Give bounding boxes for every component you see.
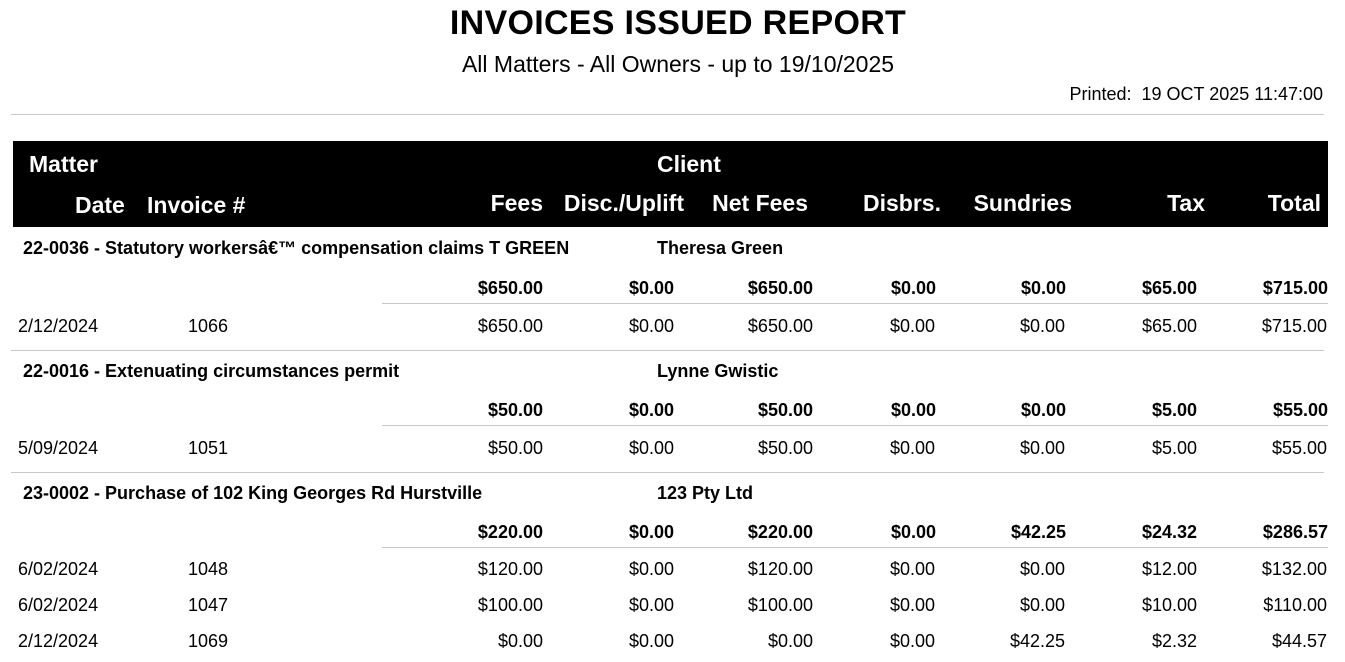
invoice-disc: $0.00 xyxy=(628,316,674,336)
invoice-date: 6/02/2024 xyxy=(18,559,99,579)
subtotal-tax: $5.00 xyxy=(1151,400,1197,420)
column-header-total: Total xyxy=(1267,190,1321,216)
invoice-total: $44.57 xyxy=(1271,631,1327,651)
invoice-disc: $0.00 xyxy=(628,595,674,615)
invoice-net-fees: $120.00 xyxy=(747,559,813,579)
invoice-date: 5/09/2024 xyxy=(18,438,99,458)
invoice-tax: $65.00 xyxy=(1141,316,1197,336)
subtotal-tax: $65.00 xyxy=(1141,278,1197,298)
invoice-date: 2/12/2024 xyxy=(18,316,99,336)
invoice-disc: $0.00 xyxy=(628,631,674,651)
invoice-number: 1066 xyxy=(188,316,229,336)
subtotal-total: $55.00 xyxy=(1272,400,1328,420)
invoice-date: 2/12/2024 xyxy=(18,631,99,651)
invoice-number: 1048 xyxy=(188,559,229,579)
subtotal-net-fees: $220.00 xyxy=(747,522,813,542)
invoice-disc: $0.00 xyxy=(628,438,674,458)
invoice-disbrs: $0.00 xyxy=(889,631,935,651)
subtotal-sundries: $42.25 xyxy=(1010,522,1066,542)
subtotal-rule xyxy=(382,547,1328,548)
invoice-total: $715.00 xyxy=(1261,316,1327,336)
invoice-date: 6/02/2024 xyxy=(18,595,99,615)
report-subtitle: All Matters - All Owners - up to 19/10/2025 xyxy=(461,51,895,77)
printed-timestamp xyxy=(1069,84,1323,105)
subtotal-net-fees: $650.00 xyxy=(747,278,813,298)
invoice-number: 1047 xyxy=(188,595,229,615)
column-header-invoice: Invoice # xyxy=(147,192,246,218)
subtotal-fees: $220.00 xyxy=(477,522,543,542)
invoice-fees: $100.00 xyxy=(477,595,543,615)
invoice-sundries: $0.00 xyxy=(1019,438,1065,458)
client-name: 123 Pty Ltd xyxy=(657,483,754,503)
subtotal-disc: $0.00 xyxy=(628,278,674,298)
header-divider xyxy=(11,114,1324,115)
group-separator xyxy=(11,350,1324,351)
invoice-sundries: $0.00 xyxy=(1019,595,1065,615)
report-title: INVOICES ISSUED REPORT xyxy=(449,4,907,42)
column-header-tax: Tax xyxy=(1167,190,1205,216)
subtotal-total: $715.00 xyxy=(1262,278,1328,298)
subtotal-total: $286.57 xyxy=(1262,522,1328,542)
invoice-number: 1069 xyxy=(188,631,229,651)
column-header-net-fees: Net Fees xyxy=(712,190,808,216)
invoice-sundries: $0.00 xyxy=(1019,559,1065,579)
client-name: Theresa Green xyxy=(657,238,784,258)
column-header-fees: Fees xyxy=(490,190,543,216)
column-header-client: Client xyxy=(657,151,721,177)
group-separator xyxy=(11,472,1324,473)
subtotal-sundries: $0.00 xyxy=(1020,400,1066,420)
invoice-net-fees: $100.00 xyxy=(747,595,813,615)
invoice-net-fees: $0.00 xyxy=(767,631,813,651)
printed-value: 19 OCT 2025 11:47:00 xyxy=(1141,84,1323,104)
invoice-disbrs: $0.00 xyxy=(889,595,935,615)
subtotal-net-fees: $50.00 xyxy=(757,400,813,420)
column-header-disc-uplift: Disc./Uplift xyxy=(563,190,684,216)
invoice-sundries: $42.25 xyxy=(1009,631,1065,651)
subtotal-disc: $0.00 xyxy=(628,400,674,420)
client-name: Lynne Gwistic xyxy=(657,361,779,381)
matter-heading: 23-0002 - Purchase of 102 King Georges Rd Hurstville xyxy=(23,483,483,503)
subtotal-sundries: $0.00 xyxy=(1020,278,1066,298)
invoice-disc: $0.00 xyxy=(628,559,674,579)
subtotal-fees: $50.00 xyxy=(487,400,543,420)
invoice-total: $55.00 xyxy=(1271,438,1327,458)
invoice-total: $132.00 xyxy=(1261,559,1327,579)
column-header-matter: Matter xyxy=(29,151,99,177)
invoice-net-fees: $50.00 xyxy=(757,438,813,458)
subtotal-tax: $24.32 xyxy=(1141,522,1197,542)
invoice-disbrs: $0.00 xyxy=(889,316,935,336)
subtotal-rule xyxy=(382,425,1328,426)
matter-heading: 22-0036 - Statutory workersâ€™ compensation claims T GREEN xyxy=(23,238,570,258)
subtotal-disbrs: $0.00 xyxy=(890,278,936,298)
invoice-net-fees: $650.00 xyxy=(747,316,813,336)
matter-heading: 22-0016 - Extenuating circumstances permit xyxy=(23,361,400,381)
invoice-total: $110.00 xyxy=(1263,595,1327,615)
column-header-disbrs: Disbrs. xyxy=(863,190,941,216)
invoice-number: 1051 xyxy=(188,438,229,458)
invoice-disbrs: $0.00 xyxy=(889,438,935,458)
printed-label: Printed: xyxy=(1069,84,1132,104)
invoice-tax: $10.00 xyxy=(1141,595,1197,615)
invoice-fees: $0.00 xyxy=(497,631,543,651)
subtotal-disbrs: $0.00 xyxy=(890,522,936,542)
column-header-date: Date xyxy=(75,192,125,218)
subtotal-rule xyxy=(382,303,1328,304)
invoice-fees: $120.00 xyxy=(477,559,543,579)
subtotal-fees: $650.00 xyxy=(477,278,543,298)
subtotal-disbrs: $0.00 xyxy=(890,400,936,420)
invoice-tax: $2.32 xyxy=(1151,631,1197,651)
invoice-tax: $12.00 xyxy=(1141,559,1197,579)
invoice-fees: $50.00 xyxy=(487,438,543,458)
invoice-fees: $650.00 xyxy=(477,316,543,336)
invoice-disbrs: $0.00 xyxy=(889,559,935,579)
invoice-sundries: $0.00 xyxy=(1019,316,1065,336)
invoice-tax: $5.00 xyxy=(1151,438,1197,458)
column-header-sundries: Sundries xyxy=(973,190,1072,216)
subtotal-disc: $0.00 xyxy=(628,522,674,542)
